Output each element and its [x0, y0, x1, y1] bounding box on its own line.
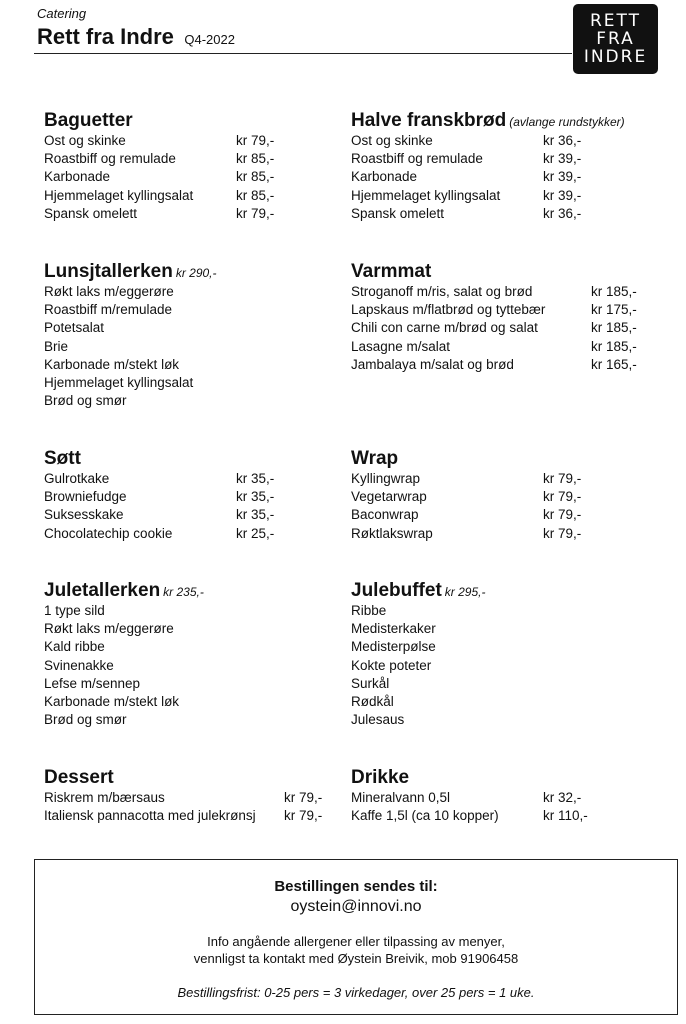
menu-item-price: kr 39,-	[543, 151, 582, 167]
menu-item	[351, 488, 582, 506]
menu-item-name: Ost og skinke	[44, 133, 126, 148]
menu-item	[44, 506, 275, 524]
order-email[interactable]: oystein@innovi.no	[290, 898, 422, 915]
section-title	[44, 767, 256, 789]
logo-line: FRA	[596, 29, 635, 49]
menu-item-name: Ribbe	[351, 603, 387, 618]
menu-item	[351, 638, 485, 656]
menu-item-name: Suksesskake	[44, 507, 124, 523]
section-baguetter	[44, 110, 275, 223]
menu-item	[351, 205, 625, 223]
menu-item-name: Karbonade m/stekt løk	[44, 693, 180, 709]
menu-item-name: Medisterpølse	[351, 639, 436, 655]
menu-item-price: kr 79,-	[543, 507, 582, 523]
menu-item-name: Brød og smør	[44, 393, 127, 409]
section-halve-franskbrod	[351, 110, 625, 223]
menu-item-price: kr 25,-	[236, 525, 275, 541]
menu-item	[351, 657, 485, 675]
menu-item	[351, 187, 625, 205]
menu-item	[351, 807, 588, 825]
section-juletallerken	[44, 580, 204, 729]
menu-item	[351, 168, 625, 186]
menu-item	[44, 187, 275, 205]
logo-line: INDRE	[583, 47, 648, 67]
menu-item	[44, 374, 217, 392]
menu-item-price: kr 36,-	[543, 133, 582, 148]
order-heading: Bestillingen sendes til:	[274, 878, 438, 895]
menu-item	[44, 693, 204, 711]
section-note: (avlange rundstykker)	[509, 115, 625, 129]
menu-item-name: Baconwrap	[351, 507, 419, 523]
menu-item-price: kr 79,-	[284, 790, 323, 805]
menu-item-price: kr 79,-	[236, 205, 275, 221]
menu-item-name: Rødkål	[351, 693, 394, 709]
section-price: kr 235,-	[163, 585, 204, 599]
menu-item-name: Ost og skinke	[351, 133, 433, 148]
section-drikke	[351, 767, 588, 825]
section-sott	[44, 448, 275, 543]
menu-item	[351, 602, 485, 620]
section-price: kr 295,-	[444, 585, 486, 599]
menu-list	[351, 132, 625, 223]
menu-item-name: Karbonade	[44, 169, 111, 185]
menu-list	[351, 789, 588, 825]
menu-item	[44, 675, 204, 693]
menu-item	[351, 693, 485, 711]
menu-item-name: Spansk omelett	[44, 205, 138, 221]
menu-item	[44, 638, 204, 656]
menu-item-price: kr 35,-	[236, 507, 275, 523]
menu-item	[44, 356, 217, 374]
menu-item-price: kr 85,-	[236, 151, 275, 167]
menu-item-price: kr 85,-	[236, 169, 275, 185]
menu-item-name: Røkt laks m/eggerøre	[44, 284, 174, 299]
order-info-box	[34, 859, 678, 1015]
menu-item	[351, 620, 485, 638]
menu-item	[351, 506, 582, 524]
menu-item-name: Kaffe 1,5l (ca 10 kopper)	[351, 808, 499, 824]
menu-item	[44, 168, 275, 186]
menu-item	[44, 488, 275, 506]
menu-list	[44, 470, 275, 543]
menu-item-name: Potetsalat	[44, 320, 105, 336]
menu-item	[44, 319, 217, 337]
menu-item-price: kr 35,-	[236, 471, 275, 486]
menu-item-name: Røkt laks m/eggerøre	[44, 621, 174, 637]
menu-item-price: kr 39,-	[543, 169, 582, 185]
section-title-text: Varmmat	[351, 261, 432, 282]
menu-list	[351, 470, 582, 543]
menu-item	[44, 132, 275, 150]
brand-logo	[573, 4, 658, 74]
menu-item	[351, 132, 625, 150]
section-wrap	[351, 448, 582, 543]
menu-item-price: kr 185,-	[591, 284, 637, 299]
section-title	[351, 767, 499, 789]
menu-item	[44, 525, 275, 543]
menu-item	[44, 807, 323, 825]
menu-item	[44, 301, 217, 319]
menu-item	[351, 283, 637, 301]
menu-item-price: kr 39,-	[543, 187, 582, 203]
contact-info-line: vennligst ta kontakt med Øystein Breivik, mob 91906458	[193, 951, 519, 966]
menu-item-name: Kald ribbe	[44, 639, 105, 655]
menu-item-name: Riskrem m/bærsaus	[44, 790, 165, 805]
menu-item-price: kr 79,-	[543, 525, 582, 541]
menu-item	[44, 392, 217, 410]
menu-item	[351, 675, 485, 693]
menu-item-name: Vegetarwrap	[351, 489, 427, 505]
menu-item-price: kr 79,-	[284, 808, 323, 824]
header-divider	[34, 53, 572, 54]
menu-item-name: Brød og smør	[44, 712, 127, 728]
menu-item	[351, 338, 637, 356]
menu-item-name: 1 type sild	[44, 603, 105, 618]
section-title-text: Juletallerken	[44, 580, 161, 601]
section-lunsjtallerken	[44, 261, 217, 410]
section-price: kr 290,-	[175, 266, 217, 280]
section-title	[351, 448, 433, 470]
menu-item	[351, 319, 637, 337]
menu-item-name: Kokte poteter	[351, 657, 432, 673]
section-title-text: Dessert	[44, 767, 114, 788]
menu-item-name: Roastbiff og remulade	[44, 151, 176, 167]
menu-item	[351, 356, 637, 374]
menu-item-price: kr 32,-	[543, 790, 582, 805]
menu-item	[351, 711, 485, 729]
menu-item-name: Røktlakswrap	[351, 525, 433, 541]
section-title-text: Julebuffet	[351, 580, 442, 601]
menu-item-name: Karbonade m/stekt løk	[44, 356, 180, 372]
section-title-text: Søtt	[44, 448, 81, 469]
order-deadline: Bestillingsfrist: 0-25 pers = 3 virkedager, over 25 pers = 1 uke.	[177, 985, 535, 1000]
menu-list	[44, 602, 204, 729]
section-title-text: Halve franskbrød	[351, 110, 507, 131]
menu-item-price: kr 185,-	[591, 338, 637, 354]
menu-list	[44, 132, 275, 223]
menu-item-price: kr 165,-	[591, 356, 637, 372]
menu-item	[44, 338, 217, 356]
logo-line: RETT	[589, 11, 642, 31]
menu-item-name: Mineralvann 0,5l	[351, 790, 451, 805]
menu-item	[44, 470, 275, 488]
section-title	[351, 261, 545, 283]
page-title-line	[37, 24, 235, 50]
menu-item-name: Chili con carne m/brød og salat	[351, 320, 538, 336]
allergen-info-line: Info angående allergener eller tilpassing av menyer,	[207, 934, 505, 949]
section-title-text: Baguetter	[44, 110, 133, 131]
menu-item-name: Brie	[44, 338, 69, 354]
section-title	[44, 580, 204, 602]
menu-item	[44, 711, 204, 729]
menu-item	[44, 657, 204, 675]
menu-item	[44, 205, 275, 223]
menu-item-name: Lasagne m/salat	[351, 338, 451, 354]
kicker: Catering	[37, 6, 87, 21]
menu-item	[44, 602, 204, 620]
menu-item-price: kr 35,-	[236, 489, 275, 505]
menu-item-name: Italiensk pannacotta med julekrønsj	[44, 808, 256, 824]
menu-item-name: Spansk omelett	[351, 205, 445, 221]
menu-item-name: Chocolatechip cookie	[44, 525, 173, 541]
menu-item-price: kr 79,-	[543, 471, 582, 486]
menu-item-price: kr 79,-	[236, 133, 275, 148]
menu-item	[351, 789, 582, 807]
menu-item-name: Medisterkaker	[351, 621, 436, 637]
section-title-text: Lunsjtallerken	[44, 261, 173, 282]
section-title	[351, 580, 485, 602]
menu-item-name: Kyllingwrap	[351, 471, 421, 486]
menu-item	[351, 301, 637, 319]
menu-item	[44, 620, 204, 638]
menu-item-name: Gulrotkake	[44, 471, 110, 486]
menu-item-name: Hjemmelaget kyllingsalat	[351, 187, 501, 203]
menu-item-name: Svinenakke	[44, 657, 114, 673]
section-julebuffet	[351, 580, 485, 729]
section-title	[44, 261, 217, 283]
menu-item-name: Hjemmelaget kyllingsalat	[44, 374, 194, 390]
section-title	[351, 110, 625, 132]
menu-item-name: Roastbiff og remulade	[351, 151, 483, 167]
menu-item-price: kr 185,-	[591, 320, 637, 336]
section-title-text: Drikke	[351, 767, 410, 788]
menu-item	[351, 150, 625, 168]
menu-item-price: kr 110,-	[543, 808, 588, 824]
menu-item-price: kr 79,-	[543, 489, 582, 505]
menu-item-name: Surkål	[351, 675, 390, 691]
menu-item-name: Lapskaus m/flatbrød og tyttebær	[351, 302, 546, 318]
menu-item-name: Karbonade	[351, 169, 418, 185]
menu-list	[44, 283, 217, 410]
section-dessert	[44, 767, 323, 825]
menu-item-name: Stroganoff m/ris, salat og brød	[351, 284, 533, 299]
menu-list	[351, 283, 637, 374]
menu-item-name: Julesaus	[351, 712, 405, 728]
menu-item	[44, 789, 323, 807]
menu-item-name: Lefse m/sennep	[44, 675, 141, 691]
page-title: Rett fra Indre	[37, 24, 174, 49]
menu-item-name: Hjemmelaget kyllingsalat	[44, 187, 194, 203]
section-title	[44, 110, 193, 132]
menu-item	[44, 283, 217, 301]
section-varmmat	[351, 261, 637, 374]
menu-item	[351, 470, 582, 488]
menu-item-price: kr 85,-	[236, 187, 275, 203]
section-title	[44, 448, 172, 470]
menu-item-name: Jambalaya m/salat og brød	[351, 356, 514, 372]
menu-item	[351, 525, 582, 543]
menu-item-price: kr 36,-	[543, 205, 582, 221]
quarter-label: Q4-2022	[184, 32, 235, 47]
section-title-text: Wrap	[351, 448, 399, 469]
menu-item	[44, 150, 275, 168]
menu-item-name: Roastbiff m/remulade	[44, 302, 173, 318]
menu-list	[44, 789, 323, 825]
menu-item-price: kr 175,-	[591, 302, 637, 318]
menu-list	[351, 602, 485, 729]
menu-item-name: Browniefudge	[44, 489, 127, 505]
